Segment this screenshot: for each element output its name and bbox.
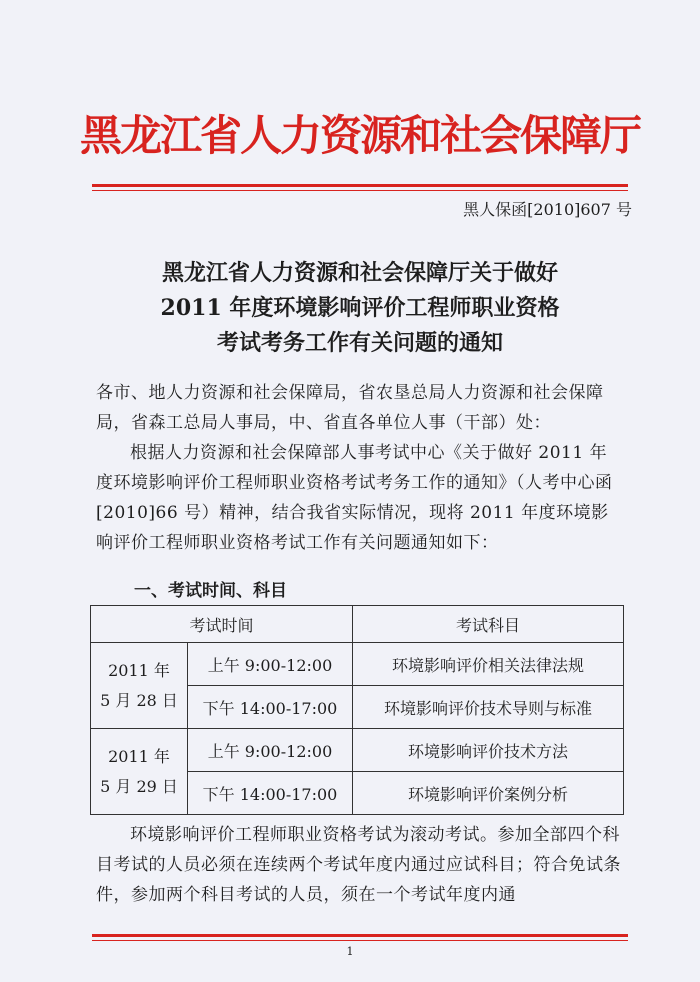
date-year: 2011 年 [108, 660, 170, 680]
letterhead-rule-thin [92, 190, 628, 191]
notice-title [90, 256, 630, 361]
table-row [91, 643, 624, 686]
document-number: 黑人保函[2010]607 号 [463, 200, 632, 219]
subject-cell: 环境影响评价案例分析 [353, 772, 624, 815]
date-day: 5 月 28 日 [100, 690, 178, 710]
page-number: 1 [346, 945, 354, 958]
exam-schedule-table [90, 605, 624, 815]
subject-cell: 环境影响评价技术方法 [353, 729, 624, 772]
footer-rule-thick [92, 934, 628, 937]
section-1-heading: 一、考试时间、科目 [134, 581, 287, 601]
header-exam-time: 考试时间 [91, 606, 353, 643]
notice-title-line-2: 2011 年度环境影响评价工程师职业资格 [160, 295, 560, 321]
letterhead-rule-thick [92, 184, 628, 187]
rolling-exam-paragraph: 环境影响评价工程师职业资格考试为滚动考试。参加全部四个科目考试的人员必须在连续两个考试年度内通过应试科目；符合免试条件，参加两个科目考试的人员，须在一个考试年度内通 [96, 825, 621, 905]
subject-cell: 环境影响评价相关法律法规 [353, 643, 624, 686]
date-year: 2011 年 [108, 746, 170, 766]
notice-title-line-1: 黑龙江省人力资源和社会保障厅关于做好 [161, 260, 558, 286]
date-cell-day2 [91, 729, 188, 815]
recipients-paragraph: 各市、地人力资源和社会保障局，省农垦总局人力资源和社会保障局，省森工总局人事局，中、省直各单位人事（干部）处： [96, 383, 604, 433]
table-row [91, 729, 624, 772]
time-cell: 上午 9:00-12:00 [188, 729, 353, 772]
notice-title-line-3: 考试考务工作有关问题的通知 [216, 330, 503, 356]
body-top [96, 378, 624, 558]
time-cell: 下午 14:00-17:00 [188, 686, 353, 729]
time-cell: 下午 14:00-17:00 [188, 772, 353, 815]
intro-paragraph: 根据人力资源和社会保障部人事考试中心《关于做好 2011 年度环境影响评价工程师职业资格考试考务工作的通知》（人考中心函[2010]66 号）精神，结合我省实际情况，现将 2011 年度环境影响评价工程师职业资格考试工作有关问题通知如下： [96, 443, 613, 553]
date-cell-day1 [91, 643, 188, 729]
footer-rule-thin [92, 940, 628, 941]
body-bottom [96, 820, 624, 910]
date-day: 5 月 29 日 [100, 776, 178, 796]
header-exam-subject: 考试科目 [353, 606, 624, 643]
table-header-row [91, 606, 624, 643]
subject-cell: 环境影响评价技术导则与标准 [353, 686, 624, 729]
time-cell: 上午 9:00-12:00 [188, 643, 353, 686]
agency-letterhead: 黑龙江省人力资源和社会保障厅 [80, 111, 641, 160]
